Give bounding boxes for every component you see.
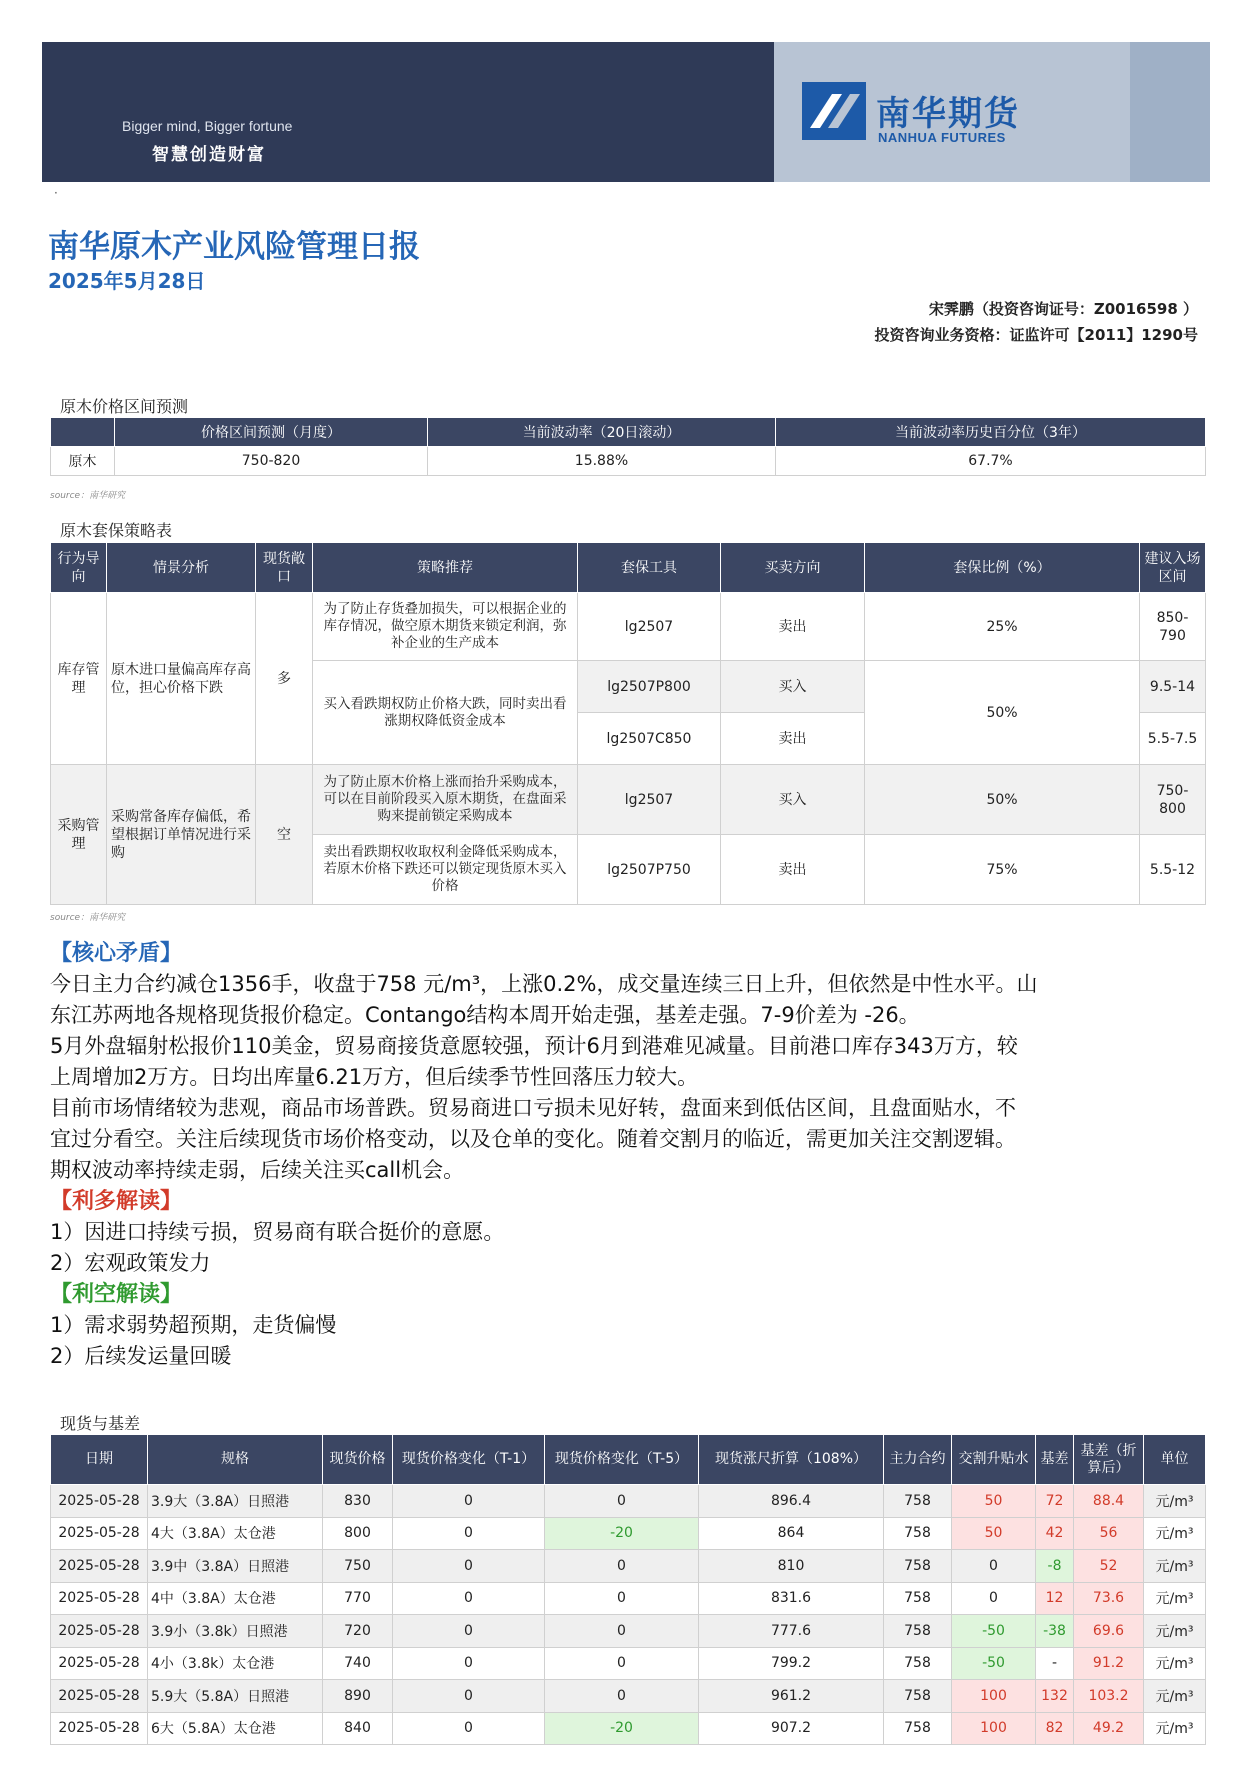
table-header: 交割升贴水 — [952, 1435, 1036, 1485]
range-cell: 5.5-7.5 — [1140, 713, 1206, 765]
bearish-heading: 【利空解读】 — [50, 1282, 183, 1307]
table-row — [51, 1647, 1206, 1680]
change-t5-cell: -20 — [545, 1712, 699, 1745]
converted-price-cell: 896.4 — [699, 1485, 884, 1518]
ratio-cell: 75% — [865, 835, 1140, 905]
header-banner — [42, 42, 1210, 182]
range-cell: 5.5-12 — [1140, 835, 1206, 905]
spec-cell: 3.9小（3.8k）日照港 — [148, 1615, 323, 1648]
main-contract-cell: 758 — [884, 1647, 952, 1680]
basis-cell: 12 — [1036, 1582, 1074, 1615]
main-contract-cell: 758 — [884, 1680, 952, 1713]
delivery-premium-cell: 100 — [952, 1712, 1036, 1745]
table-row — [51, 593, 1206, 661]
table-header: 买卖方向 — [721, 543, 865, 593]
core-section — [50, 938, 1038, 1372]
tool-cell: lg2507 — [578, 765, 721, 835]
main-contract-cell: 758 — [884, 1485, 952, 1518]
tool-cell: lg2507P750 — [578, 835, 721, 905]
unit-cell: 元/m³ — [1144, 1550, 1206, 1583]
table-cell: 原木 — [51, 447, 115, 476]
delivery-premium-cell: 100 — [952, 1680, 1036, 1713]
table-header-row — [51, 543, 1206, 593]
table-row — [51, 1615, 1206, 1648]
spot-price-cell: 800 — [323, 1517, 393, 1550]
core-heading: 【核心矛盾】 — [50, 941, 183, 966]
basis-converted-cell: 69.6 — [1074, 1615, 1144, 1648]
direction-cell: 卖出 — [721, 593, 865, 661]
bullish-item: 2）宏观政策发力 — [50, 1251, 211, 1275]
analyst-name: 宋霁鹏（投资咨询证号：Z0016598 ） — [928, 300, 1198, 318]
analyst-info — [875, 296, 1199, 348]
table-header: 策略推荐 — [313, 543, 578, 593]
unit-cell: 元/m³ — [1144, 1680, 1206, 1713]
direction-cell: 买入 — [721, 661, 865, 713]
table-header — [51, 418, 115, 447]
table-header: 主力合约 — [884, 1435, 952, 1485]
spot-price-cell: 770 — [323, 1582, 393, 1615]
converted-price-cell: 799.2 — [699, 1647, 884, 1680]
table-header: 现货价格 — [323, 1435, 393, 1485]
table-header: 现货涨尺折算（108%） — [699, 1435, 884, 1485]
spec-cell: 6大（5.8A）太仓港 — [148, 1712, 323, 1745]
price-prediction-table — [50, 417, 1206, 476]
core-line: 东江苏两地各规格现货报价稳定。Contango结构本周开始走强，基差走强。7-9价差为 -26。 — [50, 1003, 920, 1027]
strategy-cell: 卖出看跌期权收取权利金降低采购成本，若原木价格下跌还可以锁定现货原木买入价格 — [313, 835, 578, 905]
unit-cell: 元/m³ — [1144, 1615, 1206, 1648]
converted-price-cell: 907.2 — [699, 1712, 884, 1745]
change-t1-cell: 0 — [393, 1647, 545, 1680]
change-t5-cell: -20 — [545, 1517, 699, 1550]
table-header: 行为导向 — [51, 543, 107, 593]
change-t5-cell: 0 — [545, 1582, 699, 1615]
hedge-table-label: 原木套保策略表 — [60, 521, 173, 540]
source-note: source：南华研究 — [50, 491, 126, 501]
basis-converted-cell: 52 — [1074, 1550, 1144, 1583]
unit-cell: 元/m³ — [1144, 1485, 1206, 1518]
table-header: 当前波动率（20日滚动） — [428, 418, 776, 447]
direction-cell: 卖出 — [721, 713, 865, 765]
table-header: 单位 — [1144, 1435, 1206, 1485]
delivery-premium-cell: 50 — [952, 1517, 1036, 1550]
date-cell: 2025-05-28 — [51, 1647, 148, 1680]
spot-price-cell: 890 — [323, 1680, 393, 1713]
table-header: 建议入场区间 — [1140, 543, 1206, 593]
table-cell: 67.7% — [776, 447, 1206, 476]
table-header: 现货敞口 — [256, 543, 313, 593]
table-row — [51, 765, 1206, 835]
basis-converted-cell: 103.2 — [1074, 1680, 1144, 1713]
main-contract-cell: 758 — [884, 1582, 952, 1615]
tool-cell: lg2507P800 — [578, 661, 721, 713]
basis-converted-cell: 56 — [1074, 1517, 1144, 1550]
table-header: 套保比例（%） — [865, 543, 1140, 593]
date-cell: 2025-05-28 — [51, 1712, 148, 1745]
basis-converted-cell: 88.4 — [1074, 1485, 1144, 1518]
table-row — [51, 1550, 1206, 1583]
delivery-premium-cell: 0 — [952, 1550, 1036, 1583]
table-header-row — [51, 1435, 1206, 1485]
converted-price-cell: 831.6 — [699, 1582, 884, 1615]
tool-cell: lg2507C850 — [578, 713, 721, 765]
basis-cell: -8 — [1036, 1550, 1074, 1583]
slogan-en: Bigger mind, Bigger fortune — [122, 118, 293, 134]
basis-converted-cell: 49.2 — [1074, 1712, 1144, 1745]
ratio-cell: 50% — [865, 661, 1140, 765]
range-cell: 9.5-14 — [1140, 661, 1206, 713]
spot-basis-table — [50, 1434, 1206, 1745]
table-header: 套保工具 — [578, 543, 721, 593]
change-t5-cell: 0 — [545, 1550, 699, 1583]
spec-cell: 3.9中（3.8A）日照港 — [148, 1550, 323, 1583]
date-cell: 2025-05-28 — [51, 1582, 148, 1615]
bearish-item: 1）需求弱势超预期，走货偏慢 — [50, 1313, 337, 1337]
spot-price-cell: 840 — [323, 1712, 393, 1745]
change-t5-cell: 0 — [545, 1485, 699, 1518]
converted-price-cell: 810 — [699, 1550, 884, 1583]
change-t1-cell: 0 — [393, 1680, 545, 1713]
table-header: 规格 — [148, 1435, 323, 1485]
spec-cell: 3.9大（3.8A）日照港 — [148, 1485, 323, 1518]
behavior-cell: 采购管理 — [51, 765, 107, 905]
table-header: 当前波动率历史百分位（3年） — [776, 418, 1206, 447]
table-header: 价格区间预测（月度） — [115, 418, 428, 447]
unit-cell: 元/m³ — [1144, 1517, 1206, 1550]
table-row — [51, 1680, 1206, 1713]
logo-text-cn: 南华期货 — [876, 94, 1020, 134]
ratio-cell: 25% — [865, 593, 1140, 661]
scenario-cell: 采购常备库存偏低，希望根据订单情况进行采购 — [107, 765, 256, 905]
change-t5-cell: 0 — [545, 1647, 699, 1680]
unit-cell: 元/m³ — [1144, 1582, 1206, 1615]
slogan-cn: 智慧创造财富 — [152, 145, 266, 165]
basis-converted-cell: 91.2 — [1074, 1647, 1144, 1680]
table-header: 现货价格变化（T-5） — [545, 1435, 699, 1485]
source-note: source：南华研究 — [50, 913, 126, 923]
direction-cell: 卖出 — [721, 835, 865, 905]
main-contract-cell: 758 — [884, 1712, 952, 1745]
table-header: 情景分析 — [107, 543, 256, 593]
delivery-premium-cell: -50 — [952, 1647, 1036, 1680]
logo-panel — [774, 42, 1210, 182]
tool-cell: lg2507 — [578, 593, 721, 661]
main-contract-cell: 758 — [884, 1517, 952, 1550]
main-contract-cell: 758 — [884, 1615, 952, 1648]
spot-price-cell: 740 — [323, 1647, 393, 1680]
exposure-cell: 多 — [256, 593, 313, 765]
delivery-premium-cell: 0 — [952, 1582, 1036, 1615]
spot-basis-label: 现货与基差 — [60, 1414, 141, 1433]
table-row — [51, 1582, 1206, 1615]
analyst-license: 投资咨询业务资格：证监许可【2011】1290号 — [874, 326, 1198, 344]
behavior-cell: 库存管理 — [51, 593, 107, 765]
report-date: 2025年5月28日 — [48, 269, 206, 293]
basis-cell: 132 — [1036, 1680, 1074, 1713]
core-line: 期权波动率持续走弱，后续关注买call机会。 — [50, 1158, 465, 1182]
table-row — [51, 1485, 1206, 1518]
spec-cell: 5.9大（5.8A）日照港 — [148, 1680, 323, 1713]
exposure-cell: 空 — [256, 765, 313, 905]
core-line: 5月外盘辐射松报价110美金，贸易商接货意愿较强，预计6月到港难见减量。目前港口库存343万方，较 — [50, 1034, 1018, 1058]
core-line: 上周增加2万方。日均出库量6.21万方，但后续季节性回落压力较大。 — [50, 1065, 699, 1089]
spot-price-cell: 830 — [323, 1485, 393, 1518]
change-t1-cell: 0 — [393, 1550, 545, 1583]
hedge-strategy-table — [50, 542, 1206, 905]
date-cell: 2025-05-28 — [51, 1680, 148, 1713]
change-t5-cell: 0 — [545, 1680, 699, 1713]
date-cell: 2025-05-28 — [51, 1615, 148, 1648]
bullish-item: 1）因进口持续亏损，贸易商有联合挺价的意愿。 — [50, 1220, 505, 1244]
ratio-cell: 50% — [865, 765, 1140, 835]
converted-price-cell: 961.2 — [699, 1680, 884, 1713]
unit-cell: 元/m³ — [1144, 1712, 1206, 1745]
change-t5-cell: 0 — [545, 1615, 699, 1648]
strategy-cell: 买入看跌期权防止价格大跌，同时卖出看涨期权降低资金成本 — [313, 661, 578, 765]
strategy-cell: 为了防止原木价格上涨而抬升采购成本，可以在目前阶段买入原木期货，在盘面采购来提前锁定采购成本 — [313, 765, 578, 835]
table-row — [51, 1712, 1206, 1745]
table-cell: 15.88% — [428, 447, 776, 476]
table-row — [51, 447, 1206, 476]
basis-cell: - — [1036, 1647, 1074, 1680]
table-cell: 750-820 — [115, 447, 428, 476]
change-t1-cell: 0 — [393, 1582, 545, 1615]
table-header-row — [51, 418, 1206, 447]
basis-cell: -38 — [1036, 1615, 1074, 1648]
change-t1-cell: 0 — [393, 1712, 545, 1745]
spec-cell: 4大（3.8A）太仓港 — [148, 1517, 323, 1550]
bullish-heading: 【利多解读】 — [50, 1189, 183, 1214]
strategy-cell: 为了防止存货叠加损失，可以根据企业的库存情况，做空原木期货来锁定利润，弥补企业的生产成本 — [313, 593, 578, 661]
table-header: 基差（折算后） — [1074, 1435, 1144, 1485]
basis-cell: 42 — [1036, 1517, 1074, 1550]
spot-price-cell: 750 — [323, 1550, 393, 1583]
basis-converted-cell: 73.6 — [1074, 1582, 1144, 1615]
price-prediction-label: 原木价格区间预测 — [60, 397, 189, 416]
date-cell: 2025-05-28 — [51, 1550, 148, 1583]
bearish-item: 2）后续发运量回暖 — [50, 1344, 232, 1368]
core-line: 宜过分看空。关注后续现货市场价格变动，以及仓单的变化。随着交割月的临近，需更加关注交割逻辑。 — [50, 1127, 1016, 1151]
delivery-premium-cell: 50 — [952, 1485, 1036, 1518]
core-line: 目前市场情绪较为悲观，商品市场普跌。贸易商进口亏损未见好转，盘面来到低估区间，且盘面贴水，不 — [50, 1096, 1016, 1120]
spot-price-cell: 720 — [323, 1615, 393, 1648]
nanhua-logo-icon — [802, 82, 866, 140]
table-row — [51, 1517, 1206, 1550]
bullet-dot: · — [54, 186, 58, 200]
date-cell: 2025-05-28 — [51, 1485, 148, 1518]
converted-price-cell: 864 — [699, 1517, 884, 1550]
direction-cell: 买入 — [721, 765, 865, 835]
unit-cell: 元/m³ — [1144, 1647, 1206, 1680]
main-contract-cell: 758 — [884, 1550, 952, 1583]
report-title: 南华原木产业风险管理日报 — [48, 229, 420, 265]
table-header: 现货价格变化（T-1） — [393, 1435, 545, 1485]
spec-cell: 4小（3.8k）太仓港 — [148, 1647, 323, 1680]
logo-text-en: NANHUA FUTURES — [878, 130, 1006, 145]
change-t1-cell: 0 — [393, 1615, 545, 1648]
change-t1-cell: 0 — [393, 1517, 545, 1550]
spec-cell: 4中（3.8A）太仓港 — [148, 1582, 323, 1615]
scenario-cell: 原木进口量偏高库存高位，担心价格下跌 — [107, 593, 256, 765]
range-cell: 750-800 — [1140, 765, 1206, 835]
range-cell: 850-790 — [1140, 593, 1206, 661]
change-t1-cell: 0 — [393, 1485, 545, 1518]
delivery-premium-cell: -50 — [952, 1615, 1036, 1648]
date-cell: 2025-05-28 — [51, 1517, 148, 1550]
core-line: 今日主力合约减仓1356手，收盘于758 元/m³，上涨0.2%，成交量连续三日上升，但依然是中性水平。山 — [50, 972, 1038, 996]
basis-cell: 82 — [1036, 1712, 1074, 1745]
basis-cell: 72 — [1036, 1485, 1074, 1518]
table-header: 日期 — [51, 1435, 148, 1485]
table-header: 基差 — [1036, 1435, 1074, 1485]
converted-price-cell: 777.6 — [699, 1615, 884, 1648]
